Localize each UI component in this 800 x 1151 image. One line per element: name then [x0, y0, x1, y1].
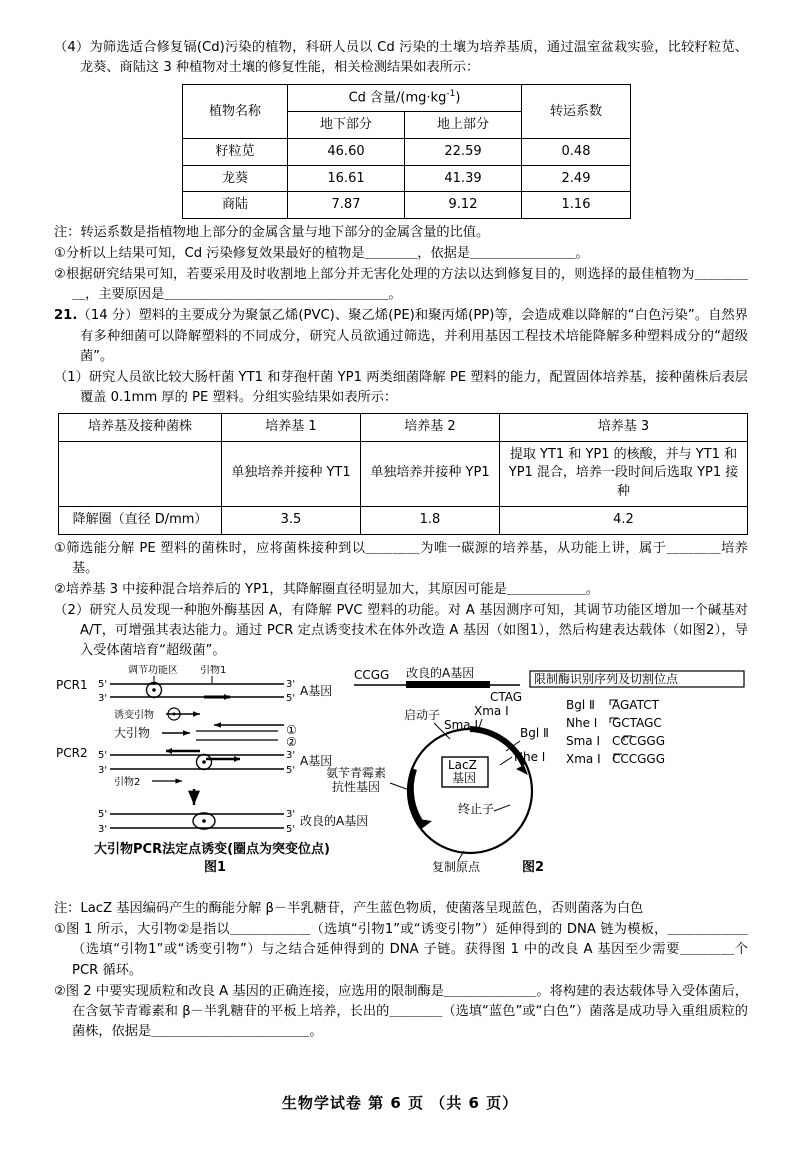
q4-item-1: ①分析以上结果可知，Cd 污染修复效果最好的植物是＿＿＿＿，依据是＿＿＿＿＿＿＿＿。 — [54, 246, 589, 262]
cell-value-2: 1.8 — [361, 507, 500, 535]
big-primer-mark-1: ① — [286, 723, 297, 738]
header-medium-3: 培养基 3 — [500, 413, 748, 441]
lacz-label-1: LacZ — [448, 758, 477, 773]
enzyme-seq-sma: CCCGGG — [612, 734, 666, 749]
cell-coefficient: 2.49 — [522, 165, 631, 192]
sma-site-label: Sma Ⅰ — [444, 718, 479, 733]
q4-note: 注：转运系数是指植物地上部分的金属含量与地下部分的金属含量的比值。 — [54, 225, 490, 241]
enzyme-recognition-title: 限制酶识别序列及切割位点 — [534, 672, 679, 687]
cell-plant: 商陆 — [183, 192, 288, 219]
header-medium-2: 培养基 2 — [361, 413, 500, 441]
ccgg-label: CCGG — [354, 668, 390, 683]
three-prime: 3' — [286, 809, 296, 821]
big-primer-label: 大引物 — [114, 726, 151, 741]
header-coefficient: 转运系数 — [522, 85, 631, 139]
question-4-stem: （4）为筛选适合修复镉(Cd)污染的植物，科研人员以 Cd 污染的土壤为培养基质，通过温室盆栽实验，比较籽粒苋、龙葵、商陆这 3 种植物对土壤的修复性能，相关检测结果如表所示： — [54, 40, 748, 76]
q21-item1-2: ②培养基 3 中接种混合培养后的 YP1，其降解圈直径明显加大，其原因可能是＿＿＿＿＿＿。 — [54, 582, 600, 598]
five-prime: 5' — [98, 809, 108, 821]
enzyme-name-nhe: Nhe Ⅰ — [566, 716, 598, 731]
figure1-caption: 图1 — [204, 860, 227, 876]
mutation-point-circle-4 — [193, 813, 215, 829]
cell-treatment-1: 单独培养并接种 YT1 — [222, 441, 361, 507]
bgl-site-label: Bgl Ⅱ — [520, 726, 549, 741]
cd-content-table — [182, 84, 631, 219]
primer1-label: 引物1 — [200, 665, 227, 677]
promoter-label: 启动子 — [404, 708, 441, 723]
three-prime: 3' — [98, 693, 108, 705]
q21-part2-stem: （2）研究人员发现一种胞外酶基因 A，有降解 PVC 塑料的功能。对 A 基因测序可知，其调节功能区增加一个碱基对 A/T，可增强其表达能力。通过 PCR 定点诱变技术在体外改造 A 基因（如图1），然后构建表达载体（如图2），导入受体菌培育“超级菌”。 — [54, 603, 748, 659]
table-row — [183, 85, 631, 112]
enzyme-seq-xma: CCCGGG — [612, 752, 666, 767]
cell-aboveground: 22.59 — [405, 138, 522, 165]
table-row — [59, 507, 748, 535]
table-row — [183, 138, 631, 165]
question-21-text: 塑料的主要成分为聚氯乙烯(PVC)、聚乙烯(PE)和聚丙烯(PP)等，会造成难以降解的“白色污染”。自然界有多种细菌可以降解塑料的不同成分，研究人员欲通过筛选，并利用基因工程技术培能降解多种塑料成分的“超级菌”。 — [80, 308, 748, 364]
q4-item-2: ②根据研究结果可知，若要采用及时收割地上部分并无害化处理的方法以达到修复目的，则选择的最佳植物为＿＿＿＿＿，主要原因是＿＿＿＿＿＿＿＿＿＿＿＿＿＿＿＿＿。 — [54, 267, 748, 303]
three-prime: 3' — [98, 824, 108, 836]
five-prime: 5' — [286, 693, 296, 705]
table-row — [183, 192, 631, 219]
q21-item1-1: ①筛选能分解 PE 塑料的菌株时，应将菌株接种到以＿＿＿＿为唯一碳源的培养基，从功能上讲，属于＿＿＿＿培养基。 — [54, 540, 748, 577]
pcr1-label: PCR1 — [56, 678, 88, 693]
q21-part1-stem: （1）研究人员欲比较大肠杆菌 YT1 和芽孢杆菌 YP1 两类细菌降解 PE 塑料的能力，配置固体培养基，接种菌株后表层覆盖 0.1mm 厚的 PE 塑料。分组实验结果如表所示： — [54, 369, 748, 405]
header-underground: 地下部分 — [288, 112, 405, 139]
five-prime: 5' — [286, 824, 296, 836]
table-row — [59, 413, 748, 441]
header-corner: 培养基及接种菌株 — [59, 413, 222, 441]
question-21-number: 21. — [54, 308, 78, 324]
enzyme-name-sma: Sma Ⅰ — [566, 734, 601, 749]
header-cd-content — [288, 85, 522, 112]
cell-row-label: 降解圈（直径 D/mm） — [59, 507, 222, 535]
three-prime: 3' — [286, 679, 296, 691]
q21-item2-2: ②图 2 中要实现质粒和改良 A 基因的正确连接，应选用的限制酶是＿＿＿＿＿＿＿。将构建的表达载体导入受体菌后，在含氨苄青霉素和 β－半乳糖苷的平板上培养，长出的＿＿＿＿（选填“蓝色”或“白色”）菌落是成功导入重组质粒的菌株，依据是＿＿＿＿＿＿＿＿＿＿＿＿。 — [54, 983, 748, 1039]
page-footer: 生物学试卷 第 6 页 （共 6 页） — [281, 1094, 519, 1113]
mutagenic-primer-label: 诱变引物 — [114, 710, 154, 722]
xma-site-label: Xma Ⅰ — [474, 704, 509, 719]
lacz-label-2: 基因 — [452, 771, 477, 786]
primer2-label: 引物2 — [114, 777, 141, 789]
ctag-label: CTAG — [490, 690, 523, 705]
cell-aboveground: 41.39 — [405, 165, 522, 192]
figures-area — [54, 665, 754, 897]
q21-item2-1: ①图 1 所示，大引物②是指以＿＿＿＿＿＿（选填“引物1”或“诱变引物”）延伸得到的 DNA 链为模板，＿＿＿＿＿＿（选填“引物1”或“诱变引物”）与之结合延伸得到的 DNA 子链。获得图 1 中的改良 A 基因至少需要＿＿＿＿个 PCR 循环。 — [54, 922, 748, 978]
question-21-stem — [54, 306, 748, 366]
header-plant: 植物名称 — [183, 85, 288, 139]
enzyme-name-bgl: Bgl Ⅱ — [566, 698, 595, 713]
cell-coefficient: 0.48 — [522, 138, 631, 165]
cell-plant: 籽粒苋 — [183, 138, 288, 165]
header-aboveground: 地上部分 — [405, 112, 522, 139]
enzyme-seq-nhe: GCTAGC — [612, 716, 662, 731]
cell-underground: 16.61 — [288, 165, 405, 192]
three-prime: 3' — [98, 765, 108, 777]
header-cd-tail: ) — [455, 90, 461, 106]
cell-treatment-blank — [59, 441, 222, 507]
enzyme-name-xma: Xma Ⅰ — [566, 752, 601, 767]
ori-label: 复制原点 — [432, 860, 481, 875]
cell-underground: 46.60 — [288, 138, 405, 165]
cell-treatment-2: 单独培养并接种 YP1 — [361, 441, 500, 507]
enzyme-seq-bgl: AGATCT — [612, 698, 659, 713]
cell-aboveground: 9.12 — [405, 192, 522, 219]
figure-note: 注：LacZ 基因编码产生的酶能分解 β－半乳糖苷，产生蓝色物质，使菌落呈现蓝色，否则菌落为白色 — [54, 901, 644, 917]
table-row — [59, 441, 748, 507]
figures-svg — [54, 665, 754, 897]
regulatory-region-label: 调节功能区 — [128, 665, 178, 677]
five-prime: 5' — [286, 765, 296, 777]
cell-plant: 龙葵 — [183, 165, 288, 192]
amp-label-1: 氨苄青霉素 — [326, 766, 387, 781]
improved-gene-label-fig2: 改良的A基因 — [406, 666, 475, 681]
three-prime: 3' — [286, 750, 296, 762]
gene-a-label: A基因 — [300, 684, 333, 699]
amp-label-2: 抗性基因 — [332, 780, 381, 795]
figure1-title: 大引物PCR法定点诱变(圈点为突变位点) — [94, 842, 330, 858]
mutation-point-circle-3 — [197, 755, 212, 770]
gene-a-label-2: A基因 — [300, 754, 333, 769]
header-medium-1: 培养基 1 — [222, 413, 361, 441]
cell-treatment-3: 提取 YT1 和 YP1 的核酸，并与 YT1 和 YP1 混合，培养一段时间后选取 YP1 接种 — [500, 441, 748, 507]
figure2-caption: 图2 — [522, 860, 545, 876]
nhe-site-label: Nhe Ⅰ — [514, 750, 546, 765]
pe-degradation-table — [58, 413, 748, 535]
cell-underground: 7.87 — [288, 192, 405, 219]
terminator-label: 终止子 — [458, 802, 495, 817]
cell-value-1: 3.5 — [222, 507, 361, 535]
improved-gene-a-label: 改良的A基因 — [300, 814, 369, 829]
big-primer-mark-2: ② — [286, 735, 297, 750]
five-prime: 5' — [98, 750, 108, 762]
header-cd-text: Cd 含量/(mg·kg — [348, 90, 447, 106]
table-row — [183, 165, 631, 192]
question-21-score: （14 分） — [77, 308, 139, 324]
header-cd-sup: -1 — [446, 89, 456, 100]
five-prime: 5' — [98, 679, 108, 691]
cell-coefficient: 1.16 — [522, 192, 631, 219]
pcr2-label: PCR2 — [56, 746, 88, 761]
cell-value-3: 4.2 — [500, 507, 748, 535]
